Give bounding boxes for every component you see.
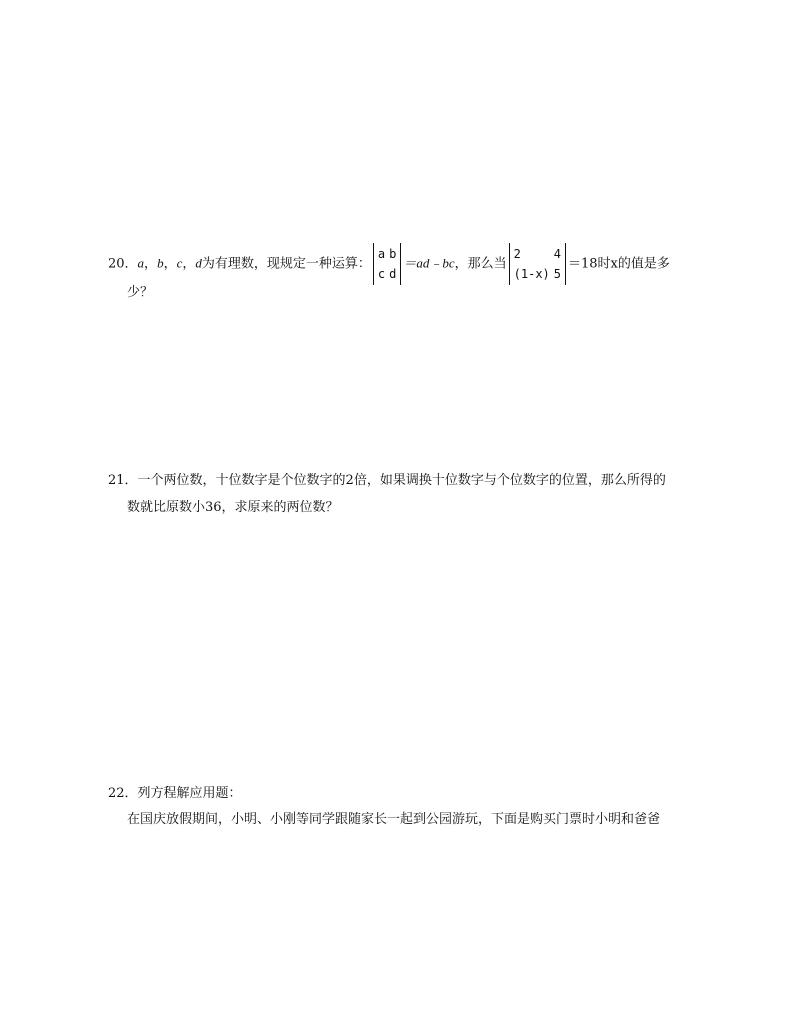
question-21-text-1: 一个两位数，十位数字是个位数字的2倍，如果调换十位数字与个位数字的位置，那么所得的 — [137, 473, 666, 488]
question-22-number: 22． — [108, 786, 138, 801]
question-20-line-2: 少？ — [127, 285, 154, 300]
given-a: 2 — [513, 247, 521, 261]
question-22-line-2: 在国庆放假期间，小明、小刚等同学跟随家长一起到公园游玩，下面是购买门票时小明和爸爸 — [127, 812, 661, 827]
given-determinant — [509, 243, 566, 285]
comma: ， — [144, 256, 158, 272]
det-a: a — [377, 247, 386, 261]
question-21-number: 21． — [108, 473, 138, 488]
var-a: a — [137, 255, 145, 271]
question-20-then: ，那么当 — [454, 256, 507, 272]
comma: ， — [182, 256, 196, 272]
question-20-number: 20． — [108, 256, 138, 272]
question-20-intro: 为有理数，现规定一种运算： — [201, 256, 371, 272]
question-21-line-1 — [108, 472, 666, 490]
question-22-line-1 — [108, 785, 242, 803]
given-b: 4 — [553, 247, 562, 261]
var-d: d — [195, 255, 202, 271]
given-c: (1-x) — [513, 267, 550, 281]
given-result: ＝18时x的值是多 — [568, 256, 670, 272]
definition-result: ＝ad﹣bc — [403, 255, 455, 271]
question-21-line-2: 数就比原数小36，求原来的两位数？ — [127, 500, 339, 515]
definition-determinant — [373, 243, 401, 285]
question-20-line-1 — [108, 243, 670, 285]
var-b: b — [157, 255, 164, 271]
det-b: b — [389, 247, 397, 261]
given-d: 5 — [553, 267, 562, 281]
var-c: c — [176, 255, 183, 271]
comma: ， — [163, 256, 177, 272]
det-c: c — [377, 267, 386, 281]
question-22-text-1: 列方程解应用题： — [137, 786, 242, 801]
det-d: d — [389, 267, 397, 281]
